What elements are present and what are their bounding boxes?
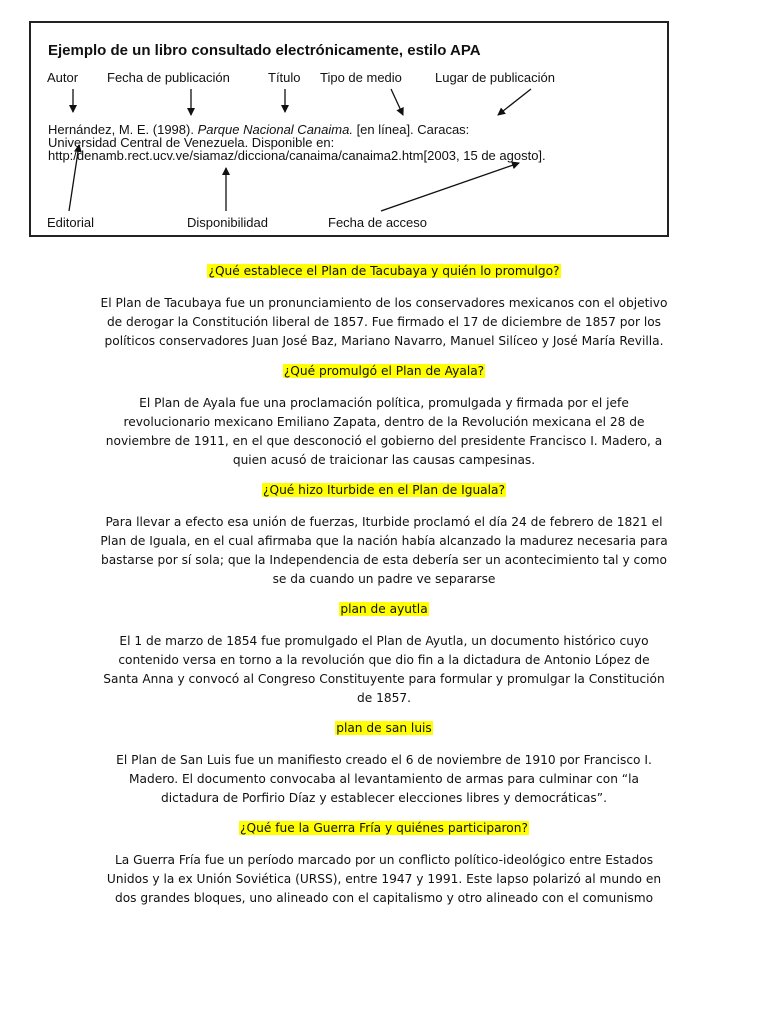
- label-titulo: Título: [268, 70, 301, 85]
- answer-paragraph: Para llevar a efecto esa unión de fuerzas, Iturbide proclamó el día 24 de febrero de 1821 el Plan de Iguala, en el cual afirmaba que la nación había alcanzado la madurez necesaria para bastarse por sí sola; que la Independencia de esta debería ser un acontecimiento tal y como se da cuando un padre ve separarse: [100, 515, 668, 586]
- question-heading: ¿Qué promulgó el Plan de Ayala?: [283, 364, 485, 378]
- reference-line-1: Hernández, M. E. (1998). Parque Nacional Canaima. [en línea]. Caracas:: [48, 122, 470, 137]
- label-fecha-publicacion: Fecha de publicación: [107, 70, 230, 85]
- label-lugar-publicacion: Lugar de publicación: [435, 70, 555, 85]
- question-heading: ¿Qué hizo Iturbide en el Plan de Iguala?: [263, 483, 505, 497]
- reference-line-3: http:/denamb.rect.ucv.ve/siamaz/dicciona/canaima/canaima2.htm[2003, 15 de agosto].: [48, 148, 546, 163]
- answer-paragraph: El Plan de San Luis fue un manifiesto creado el 6 de noviembre de 1910 por Francisco I. Madero. El documento convocaba al levantamiento de armas para culminar con “la dictadura de Porfirio Díaz y establecer elecciones libres y democráticas”.: [116, 753, 652, 805]
- figure-title: Ejemplo de un libro consultado electrónicamente, estilo APA: [48, 42, 481, 59]
- label-fecha-acceso: Fecha de acceso: [328, 215, 428, 230]
- label-tipo-medio: Tipo de medio: [320, 70, 402, 85]
- question-heading: ¿Qué fue la Guerra Fría y quiénes participaron?: [240, 821, 528, 835]
- annotation-arrows: [31, 23, 671, 239]
- reference-line-2: Universidad Central de Venezuela. Disponible en:: [48, 135, 335, 150]
- label-autor: Autor: [47, 70, 79, 85]
- answer-paragraph: El Plan de Ayala fue una proclamación política, promulgada y firmada por el jefe revolucionario mexicano Emiliano Zapata, dentro de la Revolución mexicana el 28 de noviembre de 1911, en el que desconoció el gobierno del presidente Francisco I. Madero, a quien acusó de traicionar las causas campesinas.: [105, 396, 663, 467]
- answer-paragraph: La Guerra Fría fue un período marcado por un conflicto político-ideológico entre Estados Unidos y la ex Unión Soviética (URSS), entre 1947 y 1991. Este lapso polarizó al mundo en dos grandes bloques, uno alineado con el capitalismo y otro alineado con el comunismo: [106, 853, 662, 905]
- answer-paragraph: El Plan de Tacubaya fue un pronunciamiento de los conservadores mexicanos con el objetivo de derogar la Constitución liberal de 1857. Fue firmado el 17 de diciembre de 1857 por los políticos conservadores Juan José Baz, Mariano Navarro, Manuel Silíceo y José María Revilla.: [100, 296, 668, 348]
- answer-paragraph: El 1 de marzo de 1854 fue promulgado el Plan de Ayutla, un documento histórico cuyo contenido versa en torno a la revolución que dio fin a la dictadura de Antonio López de Santa Anna y convocó al Congreso Constituyente para formular y promulgar la Constitución de 1857.: [103, 634, 665, 705]
- arrow-editorial: [69, 145, 79, 211]
- label-editorial: Editorial: [47, 215, 94, 230]
- arrow-tipo-medio: [391, 89, 403, 115]
- arrow-lugar-publicacion: [498, 89, 531, 115]
- question-heading: plan de ayutla: [340, 602, 428, 616]
- apa-example-figure: [29, 21, 669, 237]
- qa-content: [100, 262, 668, 919]
- question-heading: ¿Qué establece el Plan de Tacubaya y quién lo promulgo?: [208, 264, 560, 278]
- arrow-fecha-acceso: [381, 163, 519, 211]
- reference-book-title: Parque Nacional Canaima.: [197, 122, 353, 137]
- question-heading: plan de san luis: [336, 721, 432, 735]
- label-disponibilidad: Disponibilidad: [187, 215, 268, 230]
